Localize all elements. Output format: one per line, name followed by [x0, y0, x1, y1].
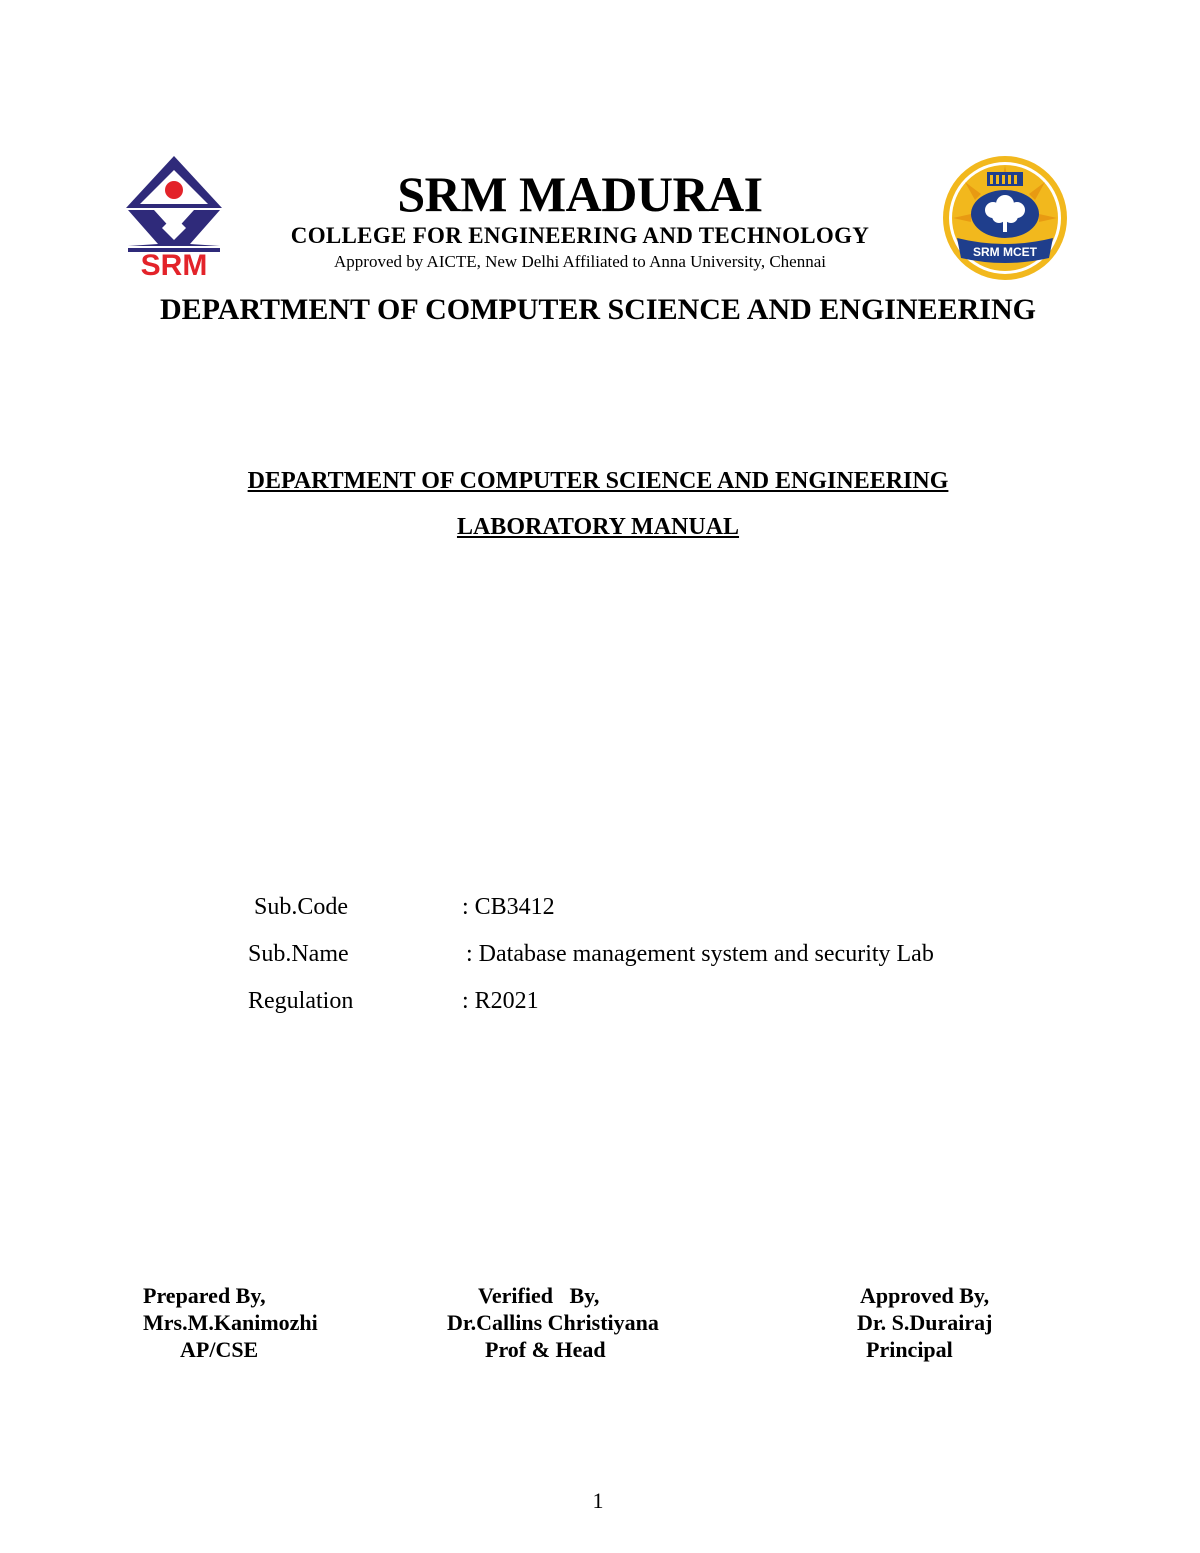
department-title: DEPARTMENT OF COMPUTER SCIENCE AND ENGINEERING	[247, 468, 949, 494]
srm-logo	[124, 154, 224, 278]
prepared-by-heading: Prepared By,	[143, 1283, 266, 1308]
college-affiliation: Approved by AICTE, New Delhi Affiliated to Anna University, Chennai	[334, 252, 826, 271]
sub-code-value: : CB3412	[462, 894, 555, 920]
verified-by-role: Prof & Head	[485, 1337, 606, 1362]
verified-by-name: Dr.Callins Christiyana	[447, 1310, 659, 1335]
approved-by-role: Principal	[866, 1337, 953, 1362]
approved-by-heading: Approved By,	[860, 1283, 990, 1308]
manual-title: LABORATORY MANUAL	[456, 514, 740, 540]
sub-code-label: Sub.Code	[254, 894, 349, 920]
page-number: 1	[592, 1488, 604, 1513]
department-header: DEPARTMENT OF COMPUTER SCIENCE AND ENGINEERING	[160, 293, 1036, 326]
sub-name-label: Sub.Name	[248, 941, 349, 967]
prepared-by-name: Mrs.M.Kanimozhi	[143, 1310, 318, 1335]
srm-mcet-seal	[941, 154, 1069, 282]
srm-logo-text: SRM	[140, 249, 208, 278]
sub-name-value: : Database management system and security Lab	[466, 941, 934, 967]
college-name: SRM MADURAI	[397, 166, 763, 222]
college-subtitle: COLLEGE FOR ENGINEERING AND TECHNOLOGY	[290, 223, 870, 248]
approved-by-name: Dr. S.Durairaj	[857, 1310, 993, 1335]
regulation-label: Regulation	[248, 988, 354, 1014]
verified-by-heading: Verified By,	[478, 1283, 600, 1308]
regulation-value: : R2021	[462, 988, 539, 1014]
seal-text: SRM MCET	[973, 245, 1037, 259]
prepared-by-role: AP/CSE	[180, 1337, 259, 1362]
